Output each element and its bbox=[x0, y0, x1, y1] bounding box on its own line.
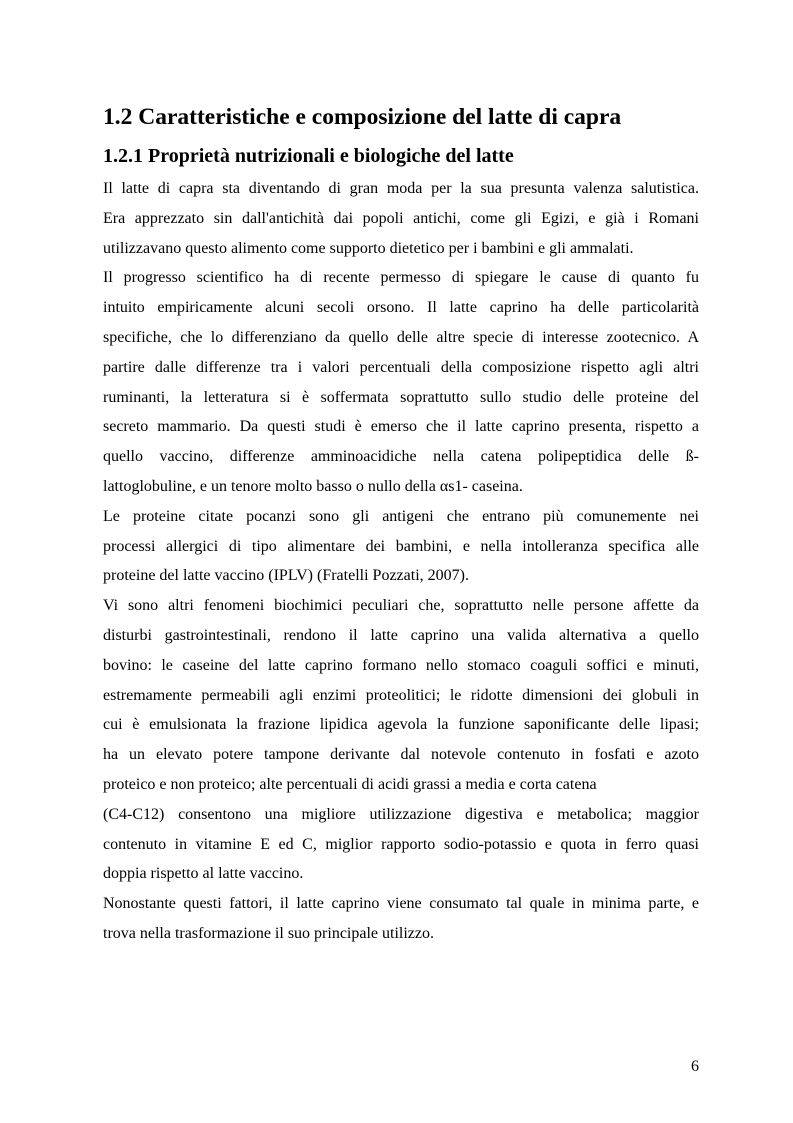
text-line: lattoglobuline, e un tenore molto basso o nullo della αs1- caseina. bbox=[103, 477, 523, 495]
text-line: ha un elevato potere tampone derivante dal notevole contenuto in fosfati e azoto bbox=[103, 746, 699, 764]
text-line: Nonostante questi fattori, il latte caprino viene consumato tal quale in minima parte, e bbox=[103, 895, 699, 913]
text-line: estremamente permeabili agli enzimi proteolitici; le ridotte dimensioni dei globuli in bbox=[103, 686, 699, 704]
text-line: Le proteine citate pocanzi sono gli antigeni che entrano più comunemente nei bbox=[103, 507, 699, 525]
text-line: specifiche, che lo differenziano da quello delle altre specie di interesse zootecnico. A bbox=[103, 328, 699, 346]
text-line: trova nella trasformazione il suo principale utilizzo. bbox=[103, 924, 434, 942]
paragraph-1 bbox=[103, 174, 699, 263]
subsection-heading: 1.2.1 Proprietà nutrizionali e biologiche del latte bbox=[103, 145, 514, 167]
text-line: partire dalle differenze tra i valori percentuali della composizione rispetto agli altri bbox=[103, 358, 699, 376]
text-line: disturbi gastrointestinali, rendono il latte caprino una valida alternativa a quello bbox=[103, 626, 699, 644]
page-number: 6 bbox=[691, 1058, 699, 1075]
paragraph-4 bbox=[103, 591, 699, 800]
page-content bbox=[103, 101, 699, 949]
section-heading: 1.2 Caratteristiche e composizione del latte di capra bbox=[103, 104, 622, 130]
text-line: Era apprezzato sin dall'antichità dai popoli antichi, come gli Egizi, e già i Romani bbox=[103, 209, 699, 227]
text-line: Il progresso scientifico ha di recente permesso di spiegare le cause di quanto fu bbox=[103, 269, 699, 287]
text-line: intuito empiricamente alcuni secoli orsono. Il latte caprino ha delle particolarità bbox=[103, 299, 699, 317]
paragraph-5 bbox=[103, 800, 699, 889]
paragraph-2 bbox=[103, 263, 699, 501]
text-line: bovino: le caseine del latte caprino formano nello stomaco coaguli soffici e minuti, bbox=[103, 656, 699, 674]
text-line: processi allergici di tipo alimentare dei bambini, e nella intolleranza specifica alle bbox=[103, 537, 699, 555]
text-line: quello vaccino, differenze amminoacidiche nella catena polipeptidica delle ß- bbox=[103, 448, 699, 466]
paragraph-3 bbox=[103, 502, 699, 591]
text-line: secreto mammario. Da questi studi è emerso che il latte caprino presenta, rispetto a bbox=[103, 418, 699, 436]
text-line: Vi sono altri fenomeni biochimici peculiari che, soprattutto nelle persone affette da bbox=[103, 597, 699, 615]
text-line: contenuto in vitamine E ed C, miglior rapporto sodio-potassio e quota in ferro quasi bbox=[103, 835, 699, 853]
text-line: Il latte di capra sta diventando di gran moda per la sua presunta valenza salutistica. bbox=[103, 180, 699, 197]
text-line: doppia rispetto al latte vaccino. bbox=[103, 865, 304, 883]
text-line: proteine del latte vaccino (IPLV) (Fratelli Pozzati, 2007). bbox=[103, 567, 469, 585]
text-line: utilizzavano questo alimento come supporto dietetico per i bambini e gli ammalati. bbox=[103, 239, 634, 257]
text-line: ruminanti, la letteratura si è soffermata soprattutto sullo studio delle proteine del bbox=[103, 388, 699, 406]
text-line: (C4-C12) consentono una migliore utilizzazione digestiva e metabolica; maggior bbox=[103, 805, 699, 823]
paragraph-6 bbox=[103, 889, 699, 949]
text-line: cui è emulsionata la frazione lipidica agevola la funzione saponificante delle lipasi; bbox=[103, 716, 699, 734]
text-line: proteico e non proteico; alte percentuali di acidi grassi a media e corta catena bbox=[103, 775, 597, 793]
body-text bbox=[103, 174, 699, 949]
